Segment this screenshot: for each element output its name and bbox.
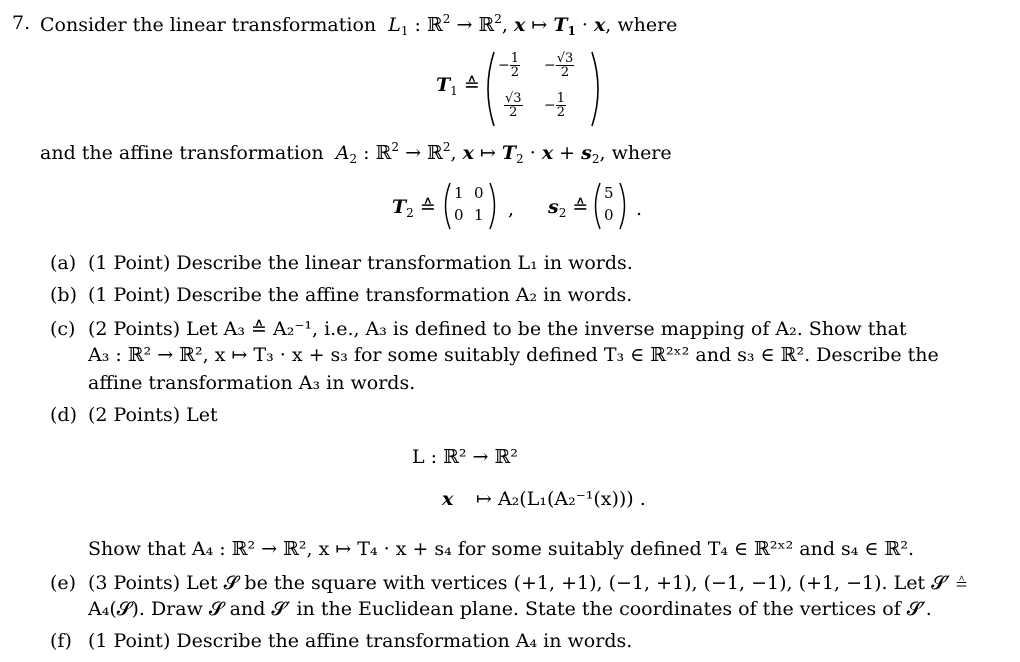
part-c-line-3: affine transformation A₃ in words. <box>88 372 416 394</box>
part-b-text: (1 Point) Describe the affine transformation A₂ in words. <box>88 284 633 306</box>
part-b-label: (b) <box>50 284 77 306</box>
part-d-label: (d) <box>50 404 77 426</box>
d-display-x: x <box>442 488 454 510</box>
part-c-line-2: A₃ : ℝ² → ℝ², x ↦ T₃ · x + s₃ for some suitably defined T₃ ∈ ℝ²ˣ² and s₃ ∈ ℝ². Describe the <box>88 344 939 366</box>
T1-cell-21: $\frac{√3}{2}$ <box>505 91 522 120</box>
s2-definition: $s_2$ ≙ <box>548 196 589 220</box>
T2-cell-22: 1 <box>474 206 484 224</box>
affine-intro-line: and the affine transformation $A_2$ : ℝ$^2$ → ℝ$^2$, x ↦ $T_2 \cdot x + s_2$, where <box>40 140 672 166</box>
T2-cell-21: 0 <box>454 206 464 224</box>
part-d-show-line: Show that A₄ : ℝ² → ℝ², x ↦ T₄ · x + s₄ for some suitably defined T₄ ∈ ℝ²ˣ² and s₄ ∈ ℝ². <box>88 538 914 560</box>
part-f-label: (f) <box>50 630 72 652</box>
part-a-label: (a) <box>50 252 77 274</box>
s2-vector <box>592 180 628 232</box>
T2-cell-11: 1 <box>454 184 464 202</box>
d-display-line-1: L : ℝ² → ℝ² <box>412 446 518 468</box>
T1-matrix <box>484 48 602 130</box>
T2-matrix <box>442 180 498 232</box>
matrix-brackets <box>442 180 498 232</box>
T1-cell-11: − $\frac{1}{2}$ <box>498 51 520 80</box>
part-e-line-2: A₄(𝓢). Draw 𝓢 and 𝓢′ in the Euclidean plane. State the coordinates of the vertices of 𝓢′. <box>88 598 932 620</box>
part-c-label: (c) <box>50 318 76 340</box>
s2-cell-1: 5 <box>604 184 614 202</box>
s2-cell-2: 0 <box>604 206 614 224</box>
T1-definition: $T_1$ ≙ <box>436 74 480 98</box>
part-a-text: (1 Point) Describe the linear transformation L₁ in words. <box>88 252 633 274</box>
part-e-line-1: (3 Points) Let 𝓢 be the square with vertices (+1, +1), (−1, +1), (−1, −1), (+1, −1). Let 𝓢′ ≙ <box>88 572 967 594</box>
T1-cell-22: − $\frac{1}{2}$ <box>544 91 566 120</box>
intro-text: Consider the linear transformation <box>40 14 377 36</box>
T2-cell-12: 0 <box>474 184 484 202</box>
L1-symbol: $L_1$ <box>388 14 409 38</box>
part-e-label: (e) <box>50 572 77 594</box>
comma: , <box>508 198 515 220</box>
T2-definition: $T_2$ ≙ <box>392 196 436 220</box>
d-display-line-2: ↦ A₂(L₁(A₂⁻¹(x))) . <box>476 488 646 510</box>
part-d-text: (2 Points) Let <box>88 404 218 426</box>
part-f-text: (1 Point) Describe the affine transformation A₄ in words. <box>88 630 633 652</box>
part-c-line-1: (2 Points) Let A₃ ≙ A₂⁻¹, i.e., A₃ is defined to be the inverse mapping of A₂. Show that <box>88 318 907 340</box>
period: . <box>636 198 643 220</box>
problem-number: 7. <box>12 12 31 34</box>
T1-cell-12: − $\frac{√3}{2}$ <box>544 51 574 80</box>
problem-intro-line: Consider the linear transformation $L_1$ : ℝ$^2$ → ℝ$^2$, x ↦ $T_1 \cdot x$, where <box>40 12 678 38</box>
